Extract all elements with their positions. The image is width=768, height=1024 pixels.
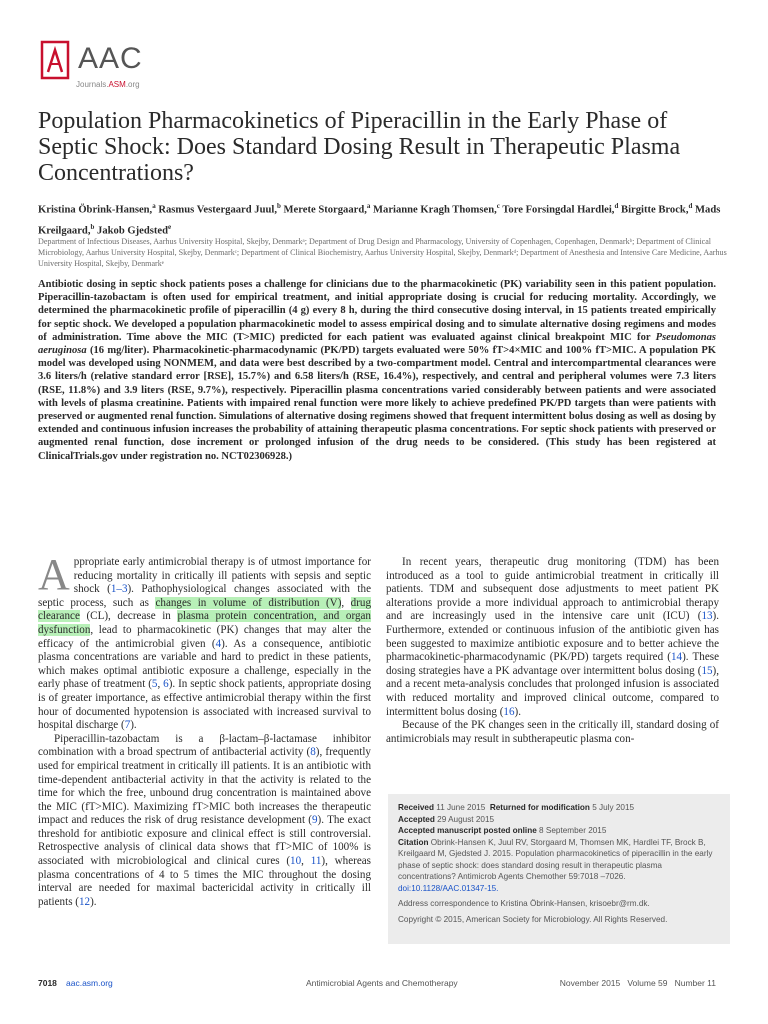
author-list	[38, 198, 728, 239]
author-name: Mads Kreilgaard,	[38, 204, 721, 237]
paragraph: In recent years, therapeutic drug monitoring (TDM) has been introduced as a tool to guide antimicrobial treatment in critically ill patients. TDM and subsequent dose adjustments to meet patient PK alterations provide a more individual approach to antimicrobial therapy and are increasingly used in the intensive care unit (ICU) (13). Furthermore, extended or continuous infusion of the antibiotic given has been suggested to maximize antibiotic exposure and to better achieve the pharmacokinetic-pharmacodynamic (PK/PD) targets required (14). These dosing strategies have a PK advantage over intermittent bolus dosing (15), and a recent meta-analysis concludes that prolonged infusion is associated with reduced mortality and improved clinical outcome, compared to intermittent bolus dosing (16).	[386, 556, 719, 718]
body-column-left	[38, 550, 372, 909]
paragraph: Appropriate early antimicrobial therapy is of utmost importance for reducing mortality in critically ill patients with sepsis and septic shock (1–3). Pathophysiological changes associated with the septic process, such as changes in volume of distribution (V), drug clearance (CL), decrease in plasma protein concentration, and organ dysfunction, lead to pharmacokinetic (PK) changes that may alter the efficacy of the antimicrobial given (4). As a consequence, antibiotic plasma concentrations are variable and hard to predict in these patients, which makes optimal antibiotic exposure a challenge, especially in the early phase of treatment (5, 6). In septic shock patients, appropriate dosing is of greater importance, as effective antimicrobial therapy within the first hour of documented hypotension is associated with increased survival to hospital discharge (7).	[38, 550, 372, 732]
correspondence: Address correspondence to Kristina Öbrink-Hansen, krisoebr@rm.dk.	[398, 899, 650, 908]
author-affiliation-mark: a	[152, 202, 156, 210]
journal-url-link[interactable]: aac.asm.org	[66, 978, 113, 988]
reference-link[interactable]: 8	[310, 746, 316, 759]
reference-link[interactable]: 16	[503, 705, 515, 718]
author-affiliation-mark: c	[496, 202, 500, 210]
affiliations: Department of Infectious Diseases, Aarhus University Hospital, Skejby, Denmarkᵃ; Department of Drug Design and Pharmacology, University of Copenhagen, Copenhagen, Denmarkᵇ; Department of Clinical Microbiology, Aarhus University Hospital, Skejby, Denmarkᶜ; Department of Clinical Biochemistry, Aarhus University Hospital, Skejby, Denmarkᵈ; Department of Anesthesia and Intensive Care Medicine, Aarhus University Hospital, Skejby, Denmarkᵉ	[38, 237, 727, 269]
reference-link[interactable]: 1–3	[110, 583, 128, 596]
page-number: 7018	[38, 978, 57, 988]
abstract: Antibiotic dosing in septic shock patients poses a challenge for clinicians due to the pharmacokinetic (PK) variability seen in this patient population. Piperacillin-tazobactam is often used for empirical treatment, and initial appropriate dosing is crucial for reducing mortality. Accordingly, we determined the pharmacokinetic profile of piperacillin (4 g) every 8 h, during the third consecutive dosing interval, in 15 patients treated empirically for septic shock. We developed a population pharmacokinetic model to assess empirical dosing and to simulate alternative dosing regimens and modes of administration. Time above the MIC (T>MIC) predicted for each patient was evaluated against clinical breakpoint MIC for Pseudomonas aeruginosa (16 mg/liter). Pharmacokinetic-pharmacodynamic (PK/PD) targets evaluated were 50% fT>4×MIC and 100% fT>MIC. A population PK model was developed using NONMEM, and data were best described by a two-compartment model. Central and intercompartmental clearances were 3.6 liters/h (relative standard error [RSE], 15.7%) and 6.58 liters/h (RSE, 16.4%), respectively, and central and peripheral volumes were 7.3 liters (RSE, 11.8%) and 3.9 liters (RSE, 9.7%), respectively. Piperacillin plasma concentrations varied considerably between patients and were associated with levels of plasma creatinine. Patients with impaired renal function were more likely to achieve predefined PK/PD targets than were patients with preserved or augmented renal function. Simulations of alternative dosing regimens showed that frequent intermittent bolus dosing as well as dosing by extended and continuous infusion increases the probability of attaining therapeutic plasma concentrations. For septic shock patients with preserved or augmented renal function, dose increment or prolonged infusion of the drug needs to be considered. (This study has been registered at ClinicalTrials.gov under registration no. NCT02306928.)	[38, 279, 716, 462]
paragraph: Piperacillin-tazobactam is a β-lactam–β-lactamase inhibitor combination with a broad spectrum of antibacterial activity (8), frequently used for empirical treatment in critically ill patients. It is an antibiotic with time-dependent antibacterial activity in that the activity is related to the time for which the free, unbound drug concentration is maintained above the MIC (fT>MIC). Maximizing fT>MIC both increases the therapeutic impact and reduces the risk of drug resistance development (9). The exact threshold for antibiotic exposure and clinical effect is still controversial. Retrospective analysis of clinical data shows that fT>MIC of 100% is associated with microbiological and clinical cures (10, 11), whereas plasma concentrations of 4 to 5 times the MIC throughout the dosing interval are needed for maximal bactericidal activity in critically ill patients (12).	[38, 732, 371, 908]
highlight: drug clearance	[38, 596, 372, 623]
copyright: Copyright © 2015, American Society for Microbiology. All Rights Reserved.	[398, 914, 668, 924]
page-footer	[38, 978, 716, 992]
reference-link[interactable]: 14	[671, 651, 683, 664]
paragraph: Because of the PK changes seen in the critically ill, standard dosing of antimicrobials may result in subtherapeutic plasma con-	[386, 719, 719, 745]
author-name: Merete Storgaard,	[283, 204, 367, 216]
author-affiliation-mark: d	[688, 202, 693, 210]
author-affiliation-mark: d	[614, 202, 619, 210]
reference-link[interactable]: 12	[78, 895, 91, 908]
journal-name: Antimicrobial Agents and Chemotherapy	[306, 978, 458, 988]
reference-link[interactable]: 11	[310, 855, 322, 868]
body-column-right	[386, 556, 719, 746]
doi-link[interactable]: doi:10.1128/AAC.01347-15.	[398, 883, 499, 893]
organism-name: Pseudomonas aeruginosa	[38, 331, 716, 357]
author-name: Tore Forsingdal Hardlei,	[502, 204, 615, 216]
reference-link[interactable]: 4	[215, 637, 222, 650]
reference-link[interactable]: 9	[312, 814, 318, 827]
article-info-box: Received 11 June 2015 Returned for modification 5 July 2015 Accepted 29 August 2015 Accepted manuscript posted online 8 September 2015 Citation Obrink-Hansen K, Juul RV, Storgaard M, Thomsen MK, Hardlei TF, Brock B, Kreilgaard M, Gjedsted J. 2015. Population pharmacokinetics of piperacillin in the early phase of septic shock: does standard dosing result in therapeutic plasma concentrations? Antimicrob Agents Chemother 59:7018 –7026. doi:10.1128/AAC.01347-15. Address correspondence to Kristina Öbrink-Hansen, krisoebr@rm.dk. Copyright © 2015, American Society for Microbiology. All Rights Reserved.	[388, 794, 730, 944]
reference-link[interactable]: 6	[163, 678, 169, 691]
reference-link[interactable]: 15	[701, 664, 713, 677]
article-title: Population Pharmacokinetics of Piperacillin in the Early Phase of Septic Shock: Does Standard Dosing Result in Therapeutic Plasma Concentrations?	[38, 108, 681, 186]
author-name: Marianne Kragh Thomsen,	[373, 204, 497, 216]
author-affiliation-mark: a	[366, 202, 371, 210]
aac-logo-icon	[38, 40, 72, 80]
highlight: plasma protein concentration, and organ dysfunction	[38, 610, 371, 636]
author-name: Jakob Gjedsted	[97, 225, 168, 237]
author-name: Rasmus Vestergaard Juul,	[158, 204, 277, 216]
logo-text: AAC	[78, 42, 143, 75]
drop-cap: A	[38, 550, 70, 599]
reference-link[interactable]: 5	[151, 678, 158, 691]
issue-info: November 2015 Volume 59 Number 11	[559, 978, 716, 988]
author-affiliation-mark: e	[167, 222, 172, 231]
author-name: Birgitte Brock,	[621, 204, 689, 216]
journal-logo	[38, 40, 168, 96]
reference-link[interactable]: 13	[701, 610, 713, 623]
author-name: Kristina Öbrink-Hansen,	[38, 204, 153, 216]
highlight: changes in volume of distribution (V)	[155, 596, 342, 609]
author-affiliation-mark: b	[90, 222, 95, 231]
reference-link[interactable]: 7	[124, 719, 131, 732]
reference-link[interactable]: 10	[290, 855, 302, 868]
journals-link[interactable]: Journals.ASM.org	[76, 80, 140, 89]
author-affiliation-mark: b	[276, 202, 281, 210]
